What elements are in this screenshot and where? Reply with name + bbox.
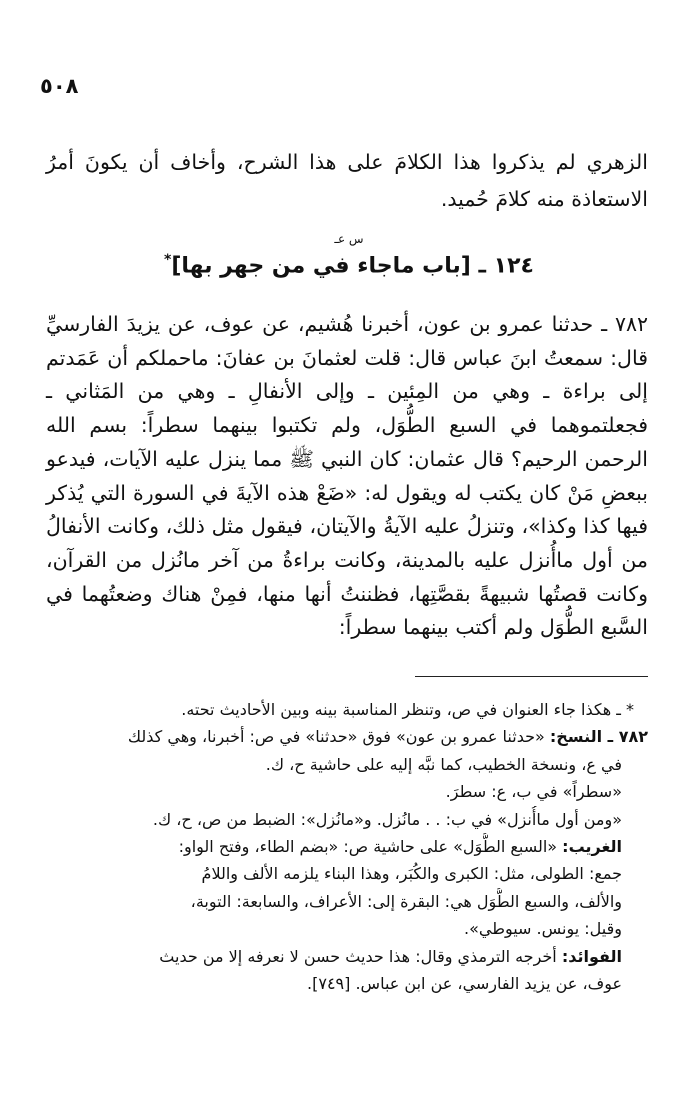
gharib-text: «السبع الطُّوَل» على حاشية ص: «بضم الطاء، وفتح الواو: xyxy=(178,837,558,857)
fawaid-label: الفوائد: xyxy=(561,946,622,966)
chapter-title: ١٢٤ ـ [باب ماجاء في من جهر بها] xyxy=(171,253,534,279)
gharib-note-line: وقيل: يونس. سيوطي». xyxy=(464,919,622,939)
fawaid-note-line xyxy=(46,943,648,970)
manuscript-sigla: س عـ xyxy=(334,232,364,246)
nuskh-label: ٧٨٢ ـ النسخ: xyxy=(549,727,648,747)
gharib-note-line: جمع: الطولى، مثل: الكبرى والكُبَر، وهذا البناء يلزمه الألف واللامُ xyxy=(201,864,622,884)
page-number: ٥٠٨ xyxy=(40,74,79,98)
hadith-paragraph: ٧٨٢ ـ حدثنا عمرو بن عون، أخبرنا هُشيم، عن عوف، عن يزيدَ الفارسيِّ قال: سمعتُ ابنَ عباس قال: قلت لعثمانَ بن عفانَ: ماحملكم أن عَمَدتم إلى براءة ـ وهي من المِئين ـ وإلى الأنفالِ ـ وهي من المَثاني ـ فجعلتموهما في السبع الطُّوَل، ولم تكتبوا بينهما سطراً: بسم الله الرحمن الرحيم؟ قال عثمان: كان النبي ﷺ مما ينزل عليه الآيات، فيدعو ببعضِ مَنْ كان يكتب له ويقول له: «ضَعْ هذه الآيةَ في السورة التي يُذكر فيها كذا وكذا»، وتنزلُ عليه الآيةُ والآيتان، فيقول مثل ذلك، وكانت الأنفالُ من أول ماأُنزل عليه بالمدينة، وكانت براءةُ من آخر مانُزل من القرآن، وكانت قصتُها شبيهةً بقصَّتِها، فظننتُ أنها منها، فمِنْ هناك وضعتُهما في السَّبع الطُّوَل ولم أكتب بينهما سطراً: xyxy=(46,312,648,640)
footnotes xyxy=(46,696,648,997)
gharib-label: الغريب: xyxy=(562,837,622,857)
footnote-separator xyxy=(415,676,648,677)
nuskh-note-line: في ع، ونسخة الخطيب، كما نبَّه إليه على حاشية ح، ك. xyxy=(265,754,622,774)
fawaid-note-line: عوف، عن يزيد الفارسي، عن ابن عباس. [٧٤٩]. xyxy=(307,974,622,994)
nuskh-note-line: «سطراً» في ب، ع: سطرَ. xyxy=(445,782,622,802)
footnote-marker: * xyxy=(164,252,172,268)
fawaid-text: أخرجه الترمذي وقال: هذا حديث حسن لا نعرفه إلا من حديث xyxy=(159,946,557,966)
gharib-note-line: والألف، والسبع الطُّوَل هي: البقرة إلى: الأعراف، والسابعة: التوبة، xyxy=(190,891,622,911)
nuskh-note-line: «ومن أول ماأُنزل» في ب: . . مانُزل. و«مانُزل»: الضبط من ص، ح، ك. xyxy=(152,809,622,829)
gharib-note-line xyxy=(46,833,648,860)
nuskh-note-line xyxy=(46,723,648,750)
nuskh-text: «حدثنا عمرو بن عون» فوق «حدثنا» في ص: أخبرنا، وهي كذلك xyxy=(127,727,545,747)
intro-paragraph: الزهري لم يذكروا هذا الكلامَ على هذا الشرح، وأخاف أن يكونَ أمرُ الاستعاذة منه كلامَ حُميد. xyxy=(46,150,648,211)
chapter-heading xyxy=(0,252,698,278)
title-footnote: * ـ هكذا جاء العنوان في ص، وتنظر المناسبة بينه وبين الأحاديث تحته. xyxy=(181,700,634,719)
